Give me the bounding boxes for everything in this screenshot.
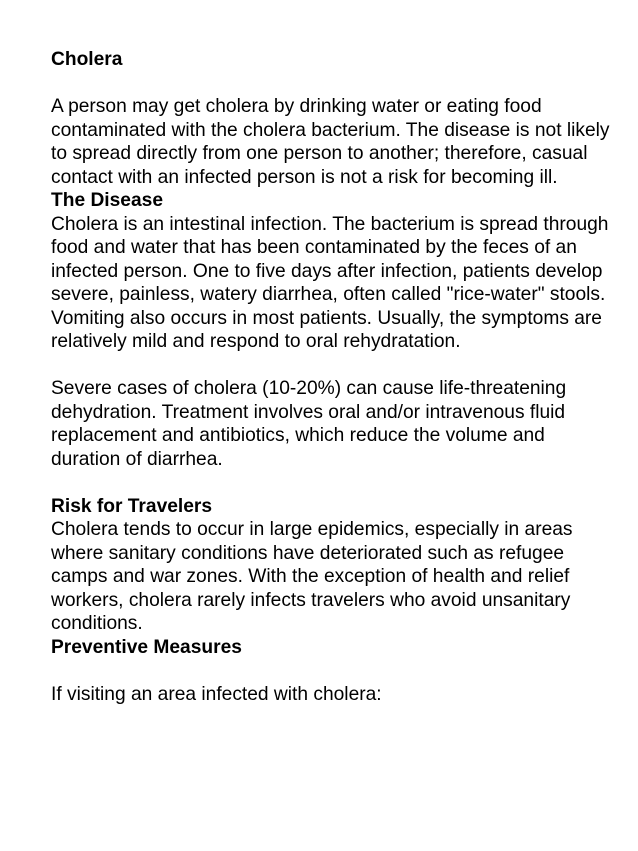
preventive-paragraph-1: If visiting an area infected with cholera: (51, 683, 382, 705)
section-heading-preventive: Preventive Measures (51, 636, 242, 658)
document-title: Cholera (51, 49, 123, 70)
document-page (51, 48, 611, 706)
spacer (51, 471, 611, 495)
disease-paragraph-1: Cholera is an intestinal infection. The bacterium is spread through food and water that has been contaminated by the feces of an infected person. One to five days after infection, patients develop severe, painless, watery diarrhea, often called "rice-water" stools. Vomiting also occurs in most patients. Usually, the symptoms are relatively mild and respond to oral rehydratation. (51, 213, 609, 352)
travelers-paragraph-1: Cholera tends to occur in large epidemics, especially in areas where sanitary conditions have deteriorated such as refugee camps and war zones. With the exception of health and relief workers, cholera rarely infects travelers who avoid unsanitary conditions. (51, 519, 573, 634)
section-heading-travelers: Risk for Travelers (51, 495, 213, 517)
section-heading-disease: The Disease (51, 190, 163, 211)
spacer (51, 72, 611, 96)
disease-paragraph-2: Severe cases of cholera (10-20%) can cause life-threatening dehydration. Treatment involves oral and/or intravenous fluid replacement and antibiotics, which reduce the volume and duration of diarrhea. (51, 378, 567, 470)
intro-paragraph: A person may get cholera by drinking water or eating food contaminated with the cholera bacterium. The disease is not likely to spread directly from one person to another; therefore, casual contact with an infected person is not a risk for becoming ill. (51, 96, 610, 188)
spacer (51, 659, 611, 683)
spacer (51, 354, 611, 378)
